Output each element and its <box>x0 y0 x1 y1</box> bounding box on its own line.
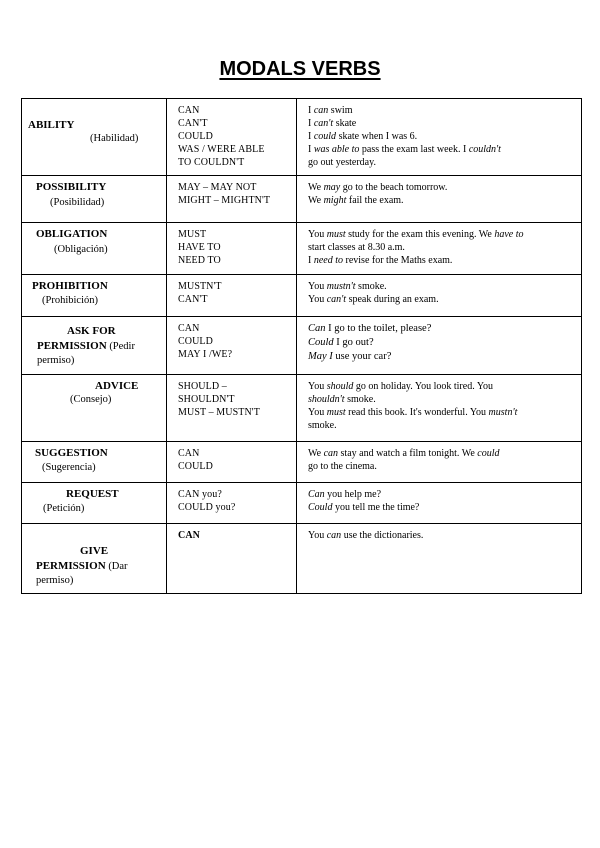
function-name: GIVE PERMISSION <box>36 545 109 572</box>
modal-item: CAN'T <box>178 118 208 129</box>
modals-table <box>21 98 582 594</box>
modal-item: COULD you? <box>178 502 236 513</box>
example-line: I need to revise for the Maths exam. <box>308 255 453 266</box>
example-line: We might fail the exam. <box>308 195 404 206</box>
modal-item: TO COULDN'T <box>178 157 245 168</box>
function-cell <box>22 524 167 594</box>
modal-item: MAY I /WE? <box>178 349 233 360</box>
example-line: smoke. <box>308 420 337 431</box>
table-row <box>22 223 582 275</box>
example-line: You can use the dictionaries. <box>308 530 424 541</box>
table-row <box>22 375 582 442</box>
example-line: I can swim <box>308 105 353 116</box>
function-spanish: (Petición) <box>43 503 85 514</box>
example-line: We can stay and watch a film tonight. We could <box>308 448 500 459</box>
modals-cell <box>167 375 297 442</box>
modals-cell <box>167 275 297 317</box>
modals-cell <box>167 442 297 483</box>
example-line: start classes at 8.30 a.m. <box>308 242 405 253</box>
examples-cell <box>297 524 582 594</box>
function-spanish: (Habilidad) <box>90 133 139 144</box>
function-name: POSSIBILITY <box>36 181 107 193</box>
modal-item: CAN <box>178 105 200 116</box>
function-name: ASK FOR PERMISSION <box>37 325 116 352</box>
modal-item: MUST <box>178 229 207 240</box>
function-spanish: (Posibilidad) <box>50 197 105 208</box>
example-line: We may go to the beach tomorrow. <box>308 182 448 193</box>
function-name: SUGGESTION <box>35 447 108 459</box>
example-line: Can you help me? <box>308 489 382 500</box>
example-line: go out yesterday. <box>308 157 376 168</box>
example-line: You must study for the exam this evening. We have to <box>308 229 524 240</box>
function-name: PROHIBITION <box>32 280 108 292</box>
examples-cell <box>297 442 582 483</box>
examples-cell <box>297 375 582 442</box>
function-cell <box>22 99 167 176</box>
examples-cell <box>297 275 582 317</box>
modals-cell <box>167 483 297 524</box>
modal-item: WAS / WERE ABLE <box>178 144 265 155</box>
function-cell <box>22 442 167 483</box>
modal-item: SHOULDN'T <box>178 394 235 405</box>
modal-item: NEED TO <box>178 255 221 266</box>
table-row <box>22 442 582 483</box>
function-spanish: (Sugerencia) <box>42 462 96 473</box>
table-row <box>22 275 582 317</box>
modals-cell <box>167 223 297 275</box>
modal-item: MUSTN'T <box>178 281 222 292</box>
function-spanish: (Pedir permiso) <box>37 341 135 366</box>
example-line: You should go on holiday. You look tired. You <box>308 381 494 392</box>
examples-cell <box>297 483 582 524</box>
function-cell <box>22 275 167 317</box>
function-spanish: (Consejo) <box>70 394 112 405</box>
example-line: I can't skate <box>308 118 357 129</box>
example-line: You must read this book. It's wonderful. You mustn't <box>308 407 518 418</box>
table-row <box>22 483 582 524</box>
function-cell <box>22 483 167 524</box>
example-line: May I use your car? <box>308 351 392 362</box>
example-line: I was able to pass the exam last week. I couldn't <box>308 144 501 155</box>
modals-cell <box>167 317 297 375</box>
modal-item: CAN <box>178 323 200 334</box>
function-cell <box>22 375 167 442</box>
example-line: Can I go to the toilet, please? <box>308 323 432 334</box>
examples-cell <box>297 317 582 375</box>
function-spanish: (Obligación) <box>54 244 108 255</box>
example-line: You can't speak during an exam. <box>308 294 439 305</box>
modal-item: CAN'T <box>178 294 208 305</box>
function-name: OBLIGATION <box>36 228 108 240</box>
modal-item: MUST – MUSTN'T <box>178 407 260 418</box>
modal-item: CAN <box>178 530 200 541</box>
example-line: You mustn't smoke. <box>308 281 387 292</box>
examples-cell <box>297 99 582 176</box>
function-name: ADVICE <box>95 380 139 392</box>
modal-item: MAY – MAY NOT <box>178 182 257 193</box>
modal-item: CAN you? <box>178 489 222 500</box>
example-line: Could I go out? <box>308 337 374 348</box>
modal-item: CAN <box>178 448 200 459</box>
modal-item: HAVE TO <box>178 242 221 253</box>
function-spanish: (Dar permiso) <box>36 561 128 586</box>
function-spanish: (Prohibición) <box>42 295 98 306</box>
modals-cell <box>167 176 297 223</box>
modal-item: COULD <box>178 336 213 347</box>
examples-cell <box>297 223 582 275</box>
example-line: shouldn't smoke. <box>308 394 376 405</box>
example-line: I could skate when I was 6. <box>308 131 418 142</box>
modal-item: COULD <box>178 461 213 472</box>
modals-cell <box>167 524 297 594</box>
examples-cell <box>297 176 582 223</box>
table-row <box>22 99 582 176</box>
function-cell <box>22 176 167 223</box>
modal-item: COULD <box>178 131 213 142</box>
table-row <box>22 524 582 594</box>
example-line: go to the cinema. <box>308 461 377 472</box>
page-title: MODALS VERBS <box>219 58 381 80</box>
function-name: REQUEST <box>66 488 119 500</box>
modal-item: SHOULD – <box>178 381 227 392</box>
example-line: Could you tell me the time? <box>308 502 420 513</box>
modals-cell <box>167 99 297 176</box>
function-name: ABILITY <box>28 119 75 131</box>
table-row <box>22 317 582 375</box>
function-cell <box>22 317 167 375</box>
function-cell <box>22 223 167 275</box>
modal-item: MIGHT – MIGHTN'T <box>178 195 271 206</box>
table-row <box>22 176 582 223</box>
